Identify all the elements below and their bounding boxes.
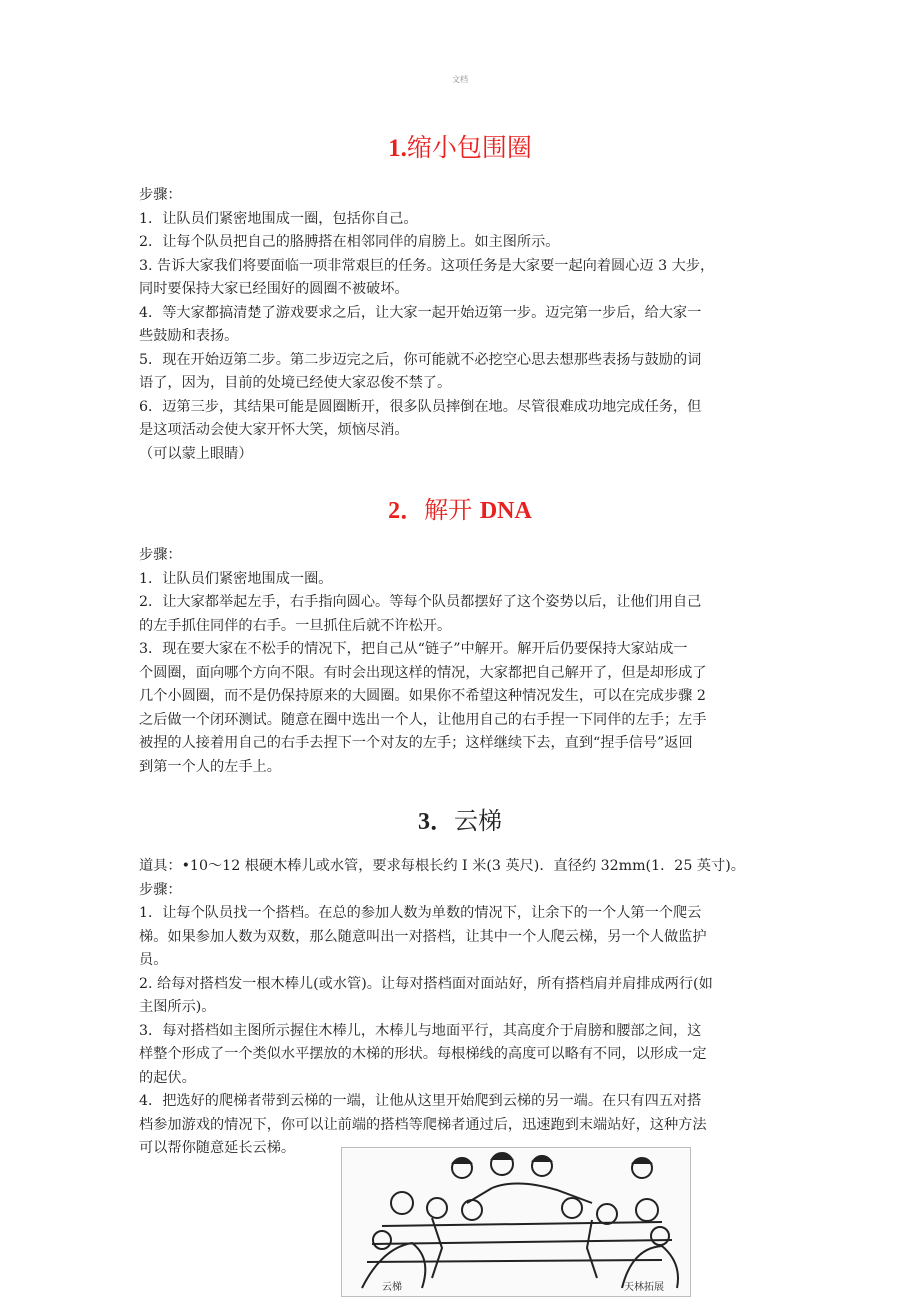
illustration-caption-right: 天林拓展: [624, 1282, 664, 1293]
section3-line: 可以帮你随意延长云梯。: [139, 1140, 296, 1156]
section-2-name-cn: 解开: [424, 496, 473, 524]
section2-line: 被捏的人接着用自己的右手去捏下一个对友的左手；这样继续下去，直到“捏手信号”返回: [139, 735, 693, 751]
section3-line: 主图所示)。: [139, 999, 216, 1015]
illustration-drawing: [342, 1148, 690, 1296]
section-2-body: [139, 544, 787, 779]
section3-line: 样整个形成了一个类似水平摆放的木梯的形状。每根梯线的高度可以略有不同，以形成一定: [139, 1046, 707, 1062]
cloud-ladder-illustration: [341, 1147, 691, 1297]
section1-line: 是这项活动会使大家开怀大笑，烦恼尽消。: [139, 422, 409, 438]
page-header: 文档: [452, 75, 468, 84]
section1-line: 4．等大家都搞清楚了游戏要求之后，让大家一起开始迈第一步。迈完第一步后，给大家一: [139, 304, 702, 321]
section3-line: 档参加游戏的情况下，你可以让前端的搭档等爬梯者通过后，迅速跑到末端站好，这种方法: [139, 1116, 707, 1133]
section1-line: 语了，因为，目前的处境已经使大家忍俊不禁了。: [139, 375, 452, 391]
section-2-name-en: DNA: [479, 498, 532, 524]
section3-line: 梯。如果参加人数为双数，那么随意叫出一对搭档，让其中一个人爬云梯，另一个人做监护: [139, 928, 707, 945]
section2-line: 1．让队员们紧密地围成一圈。: [139, 570, 333, 587]
section1-line: 步骤：: [139, 187, 182, 203]
section-2-number: 2．: [388, 498, 425, 524]
section-3-name: 云梯: [454, 807, 502, 835]
section-3-body: [139, 855, 787, 1161]
section-3-number: 3．: [418, 809, 454, 835]
section-1-name: 缩小包围圈: [406, 133, 532, 162]
section1-line: 2．让每个队员把自己的胳膊搭在相邻同伴的肩膀上。如主图所示。: [139, 234, 560, 250]
section-1-title: [0, 128, 920, 164]
section1-line: 6．迈第三步，其结果可能是圆圈断开，很多队员摔倒在地。尽管很难成功地完成任务，但: [139, 398, 702, 415]
section3-line: 1．让每个队员找一个搭档。在总的参加人数为单数的情况下，让余下的一个人第一个爬云: [139, 905, 702, 921]
section1-line: 3. 告诉大家我们将要面临一项非常艰巨的任务。这项任务是大家要一起向着圆心迈 3 大步，: [139, 257, 715, 274]
section3-line: 步骤：: [139, 881, 182, 898]
section3-line: 道具：•10～12 根硬木棒儿或水管，要求每根长约 I 米(3 英尺)．直径约 32mm(1．25 英寸)。: [139, 858, 745, 874]
section1-line: 1．让队员们紧密地围成一圈，包括你自己。: [139, 210, 418, 227]
section3-line: 4．把选好的爬梯者带到云梯的一端，让他从这里开始爬到云梯的另一端。在只有四五对搭: [139, 1093, 702, 1109]
section-3-title: [0, 801, 920, 836]
section2-line: 个圆圈，面向哪个方向不限。有时会出现这样的情况，大家都把自己解开了，但是却形成了: [139, 664, 707, 681]
section2-line: 2．让大家都举起左手，右手指向圆心。等每个队员都摆好了这个姿势以后，让他们用自己: [139, 594, 702, 610]
section2-line: 步骤：: [139, 547, 182, 563]
section-2-title: [0, 490, 920, 525]
illustration-caption-left: 云梯: [382, 1282, 402, 1293]
section3-line: 3．每对搭档如主图所示握住木棒儿，木棒儿与地面平行，其高度介于肩膀和腰部之间，这: [139, 1022, 702, 1039]
section2-line: 3．现在要大家在不松手的情况下，把自己从“链子”中解开。解开后仍要保持大家站成一: [139, 641, 688, 657]
section2-line: 之后做一个闭环测试。随意在圈中选出一个人，让他用自己的右手捏一下同伴的左手；左手: [139, 711, 707, 728]
section-1-number: 1.: [388, 135, 407, 162]
section1-line: 同时要保持大家已经围好的圆圈不被破坏。: [139, 281, 409, 297]
section1-line: 些鼓励和表扬。: [139, 328, 239, 344]
section1-line: 5．现在开始迈第二步。第二步迈完之后，你可能就不必挖空心思去想那些表扬与鼓励的词: [139, 351, 702, 368]
section1-line: （可以蒙上眼睛）: [139, 445, 253, 462]
section2-line: 到第一个人的左手上。: [139, 758, 281, 775]
section3-line: 的起伏。: [139, 1069, 196, 1086]
section3-line: 2. 给每对搭档发一根木棒儿(或水管)。让每对搭档面对面站好，所有搭档肩并肩排成两行(如: [139, 975, 713, 992]
section2-line: 几个小圆圈，而不是仍保持原来的大圆圈。如果你不希望这种情况发生，可以在完成步骤 2: [139, 688, 706, 704]
section-1-body: [139, 184, 787, 466]
section3-line: 员。: [139, 952, 168, 968]
section2-line: 的左手抓住同伴的右手。一旦抓住后就不许松开。: [139, 617, 452, 634]
